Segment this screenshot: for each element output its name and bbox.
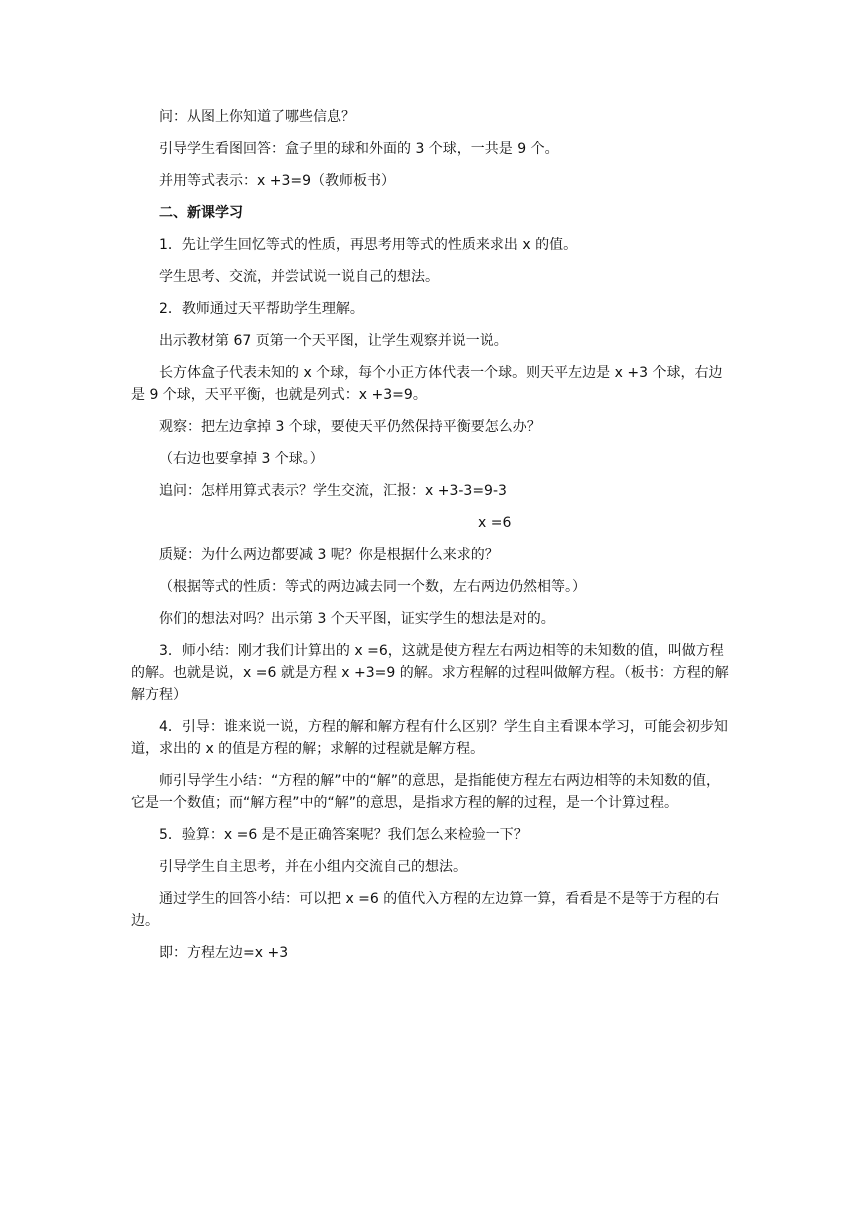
paragraph-question: 问：从图上你知道了哪些信息？ [159,109,355,125]
section-heading-new-lesson: 二、新课学习 [159,205,243,221]
document-body [131,106,743,974]
paragraph-observe: 观察：把左边拿掉 3 个球，要使天平仍然保持平衡要怎么办？ [159,419,541,435]
paragraph-guide-answer: 引导学生看图回答：盒子里的球和外面的 3 个球，一共是 9 个。 [159,141,559,157]
paragraph-left-side: 即：方程左边=x +3 [159,945,289,961]
paragraph-group-discussion: 引导学生自主思考，并在小组内交流自己的想法。 [159,859,467,875]
paragraph-step-5: 5．验算：x =6 是不是正确答案呢？我们怎么来检验一下？ [159,827,528,843]
paragraph-step-3: 3．师小结：刚才我们计算出的 x =6，这就是使方程左右两边相等的未知数的值，叫做方程的解。也就是说，x =6 就是方程 x +3=9 的解。求方程解的过程叫做解方程。（板书：方程的解 解方程） [131,643,743,703]
paragraph-discussion: 学生思考、交流，并尝试说一说自己的想法。 [159,269,439,285]
paragraph-question-why: 质疑：为什么两边都要减 3 呢？你是根据什么来求的？ [159,547,499,563]
paragraph-step-4: 4．引导：谁来说一说，方程的解和解方程有什么区别？学生自主看课本学习，可能会初步知道，求出的 x 的值是方程的解；求解的过程就是解方程。 [131,719,728,757]
paragraph-follow-up: 追问：怎样用算式表示？学生交流，汇报：x +3-3=9-3 [159,483,507,499]
paragraph-equation-note: 并用等式表示：x +3=9（教师板书） [159,173,396,189]
paragraph-summary: 师引导学生小结：“方程的解”中的“解”的意思，是指能使方程左右两边相等的未知数的值，它是一个数值；而“解方程”中的“解”的意思，是指求方程的解的过程，是一个计算过程。 [131,773,721,811]
paragraph-step-1: 1．先让学生回忆等式的性质，再思考用等式的性质来求出 x 的值。 [159,237,578,253]
paragraph-check-method: 通过学生的回答小结：可以把 x =6 的值代入方程的左边算一算，看看是不是等于方程的右边。 [131,891,720,929]
paragraph-textbook-scale: 出示教材第 67 页第一个天平图，让学生观察并说一说。 [159,333,508,349]
paragraph-verify-idea: 你们的想法对吗？出示第 3 个天平图，证实学生的想法是对的。 [159,611,555,627]
equation-result: x =6 [478,515,512,531]
paragraph-property-answer: （根据等式的性质：等式的两边减去同一个数，左右两边仍然相等。） [159,579,586,595]
paragraph-scale-explanation: 长方体盒子代表未知的 x 个球，每个小正方体代表一个球。则天平左边是 x +3 个球，右边是 9 个球，天平平衡，也就是列式：x +3=9。 [131,365,723,403]
paragraph-step-2: 2．教师通过天平帮助学生理解。 [159,301,364,317]
paragraph-answer-remove: （右边也要拿掉 3 个球。） [159,451,324,467]
